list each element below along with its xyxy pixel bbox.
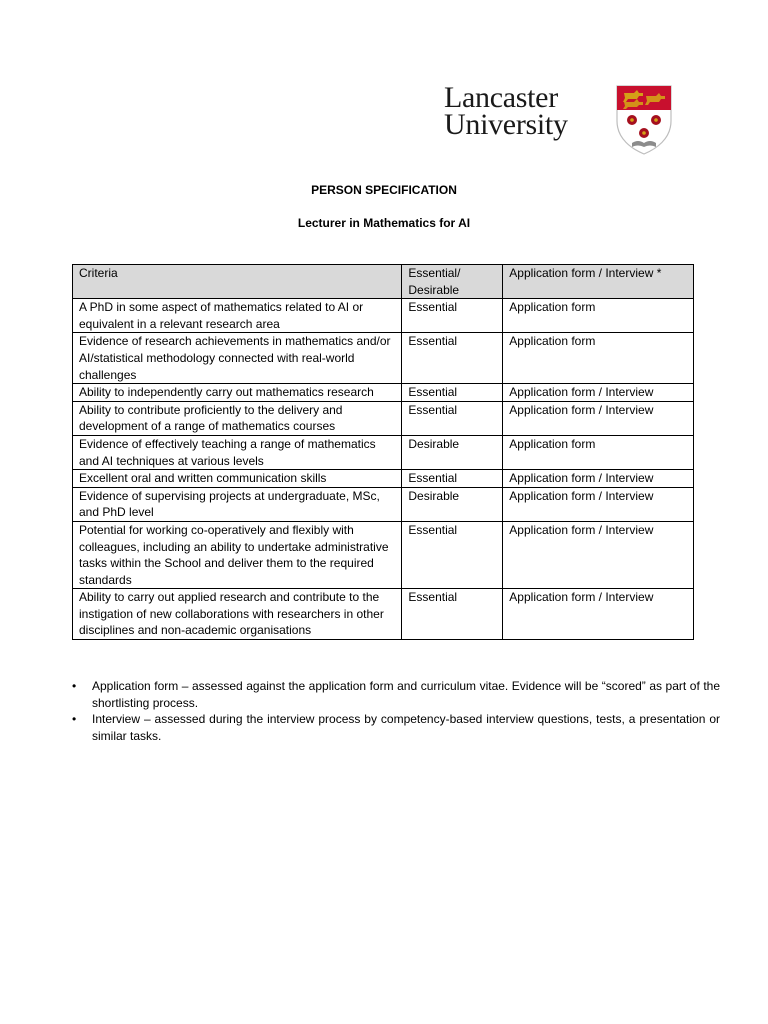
assessment-cell: Application form — [503, 333, 694, 384]
level-cell: Essential — [402, 521, 503, 588]
level-cell: Essential — [402, 333, 503, 384]
level-cell: Essential — [402, 384, 503, 402]
assessment-cell: Application form / Interview — [503, 521, 694, 588]
assessment-cell: Application form / Interview — [503, 470, 694, 488]
criteria-cell: Evidence of research achievements in mathematics and/or AI/statistical methodology connected with real-world challenges — [73, 333, 402, 384]
page-subtitle: Lecturer in Mathematics for AI — [297, 216, 471, 230]
table-row — [73, 487, 694, 521]
table-row — [73, 470, 694, 488]
logo-line-1: Lancaster — [444, 81, 558, 114]
list-item — [72, 678, 720, 711]
assessment-cell: Application form — [503, 435, 694, 469]
criteria-cell: Potential for working co-operatively and flexibly with colleagues, including an ability to undertake administrative tasks within the School and deliver them to the required standards — [73, 521, 402, 588]
bullet-icon: • — [72, 712, 77, 727]
person-specification-table — [72, 264, 694, 640]
assessment-cell: Application form / Interview — [503, 384, 694, 402]
assessment-cell: Application form — [503, 299, 694, 333]
table-row — [73, 435, 694, 469]
header-criteria: Criteria — [73, 265, 402, 299]
university-logo — [444, 81, 674, 158]
level-cell: Essential — [402, 401, 503, 435]
logo-line-2: University — [444, 108, 568, 141]
criteria-cell: Ability to contribute proficiently to the delivery and development of a range of mathematics courses — [73, 401, 402, 435]
page-title: PERSON SPECIFICATION — [311, 183, 457, 197]
table-row — [73, 589, 694, 640]
level-cell: Essential — [402, 299, 503, 333]
criteria-cell: Excellent oral and written communication skills — [73, 470, 402, 488]
table-row — [73, 384, 694, 402]
level-cell: Essential — [402, 589, 503, 640]
table-row — [73, 299, 694, 333]
table-row — [73, 333, 694, 384]
logo-wordmark — [444, 81, 568, 141]
table-header-row — [73, 265, 694, 299]
criteria-cell: Ability to independently carry out mathematics research — [73, 384, 402, 402]
table-row — [73, 401, 694, 435]
level-cell: Essential — [402, 470, 503, 488]
note-text: Application form – assessed against the application form and curriculum vitae. Evidence will be “scored” as part of the shortlisting process. — [92, 679, 720, 710]
level-cell: Desirable — [402, 487, 503, 521]
assessment-cell: Application form / Interview — [503, 487, 694, 521]
assessment-cell: Application form / Interview — [503, 401, 694, 435]
assessment-notes-list — [72, 678, 720, 744]
criteria-cell: Evidence of effectively teaching a range of mathematics and AI techniques at various levels — [73, 435, 402, 469]
note-text: Interview – assessed during the interview process by competency-based interview questions, tests, a presentation or similar tasks. — [92, 712, 720, 743]
criteria-cell: Evidence of supervising projects at undergraduate, MSc, and PhD level — [73, 487, 402, 521]
assessment-cell: Application form / Interview — [503, 589, 694, 640]
list-item — [72, 711, 720, 744]
header-assessment: Application form / Interview * — [503, 265, 694, 299]
table-row — [73, 521, 694, 588]
level-cell: Desirable — [402, 435, 503, 469]
header-essential-desirable: Essential/ Desirable — [402, 265, 503, 299]
bullet-icon: • — [72, 679, 77, 693]
criteria-cell: Ability to carry out applied research and contribute to the instigation of new collaborations with researchers in other disciplines and non-academic organisations — [73, 589, 402, 640]
crest-shield-icon — [616, 85, 672, 155]
criteria-cell: A PhD in some aspect of mathematics related to AI or equivalent in a relevant research area — [73, 299, 402, 333]
